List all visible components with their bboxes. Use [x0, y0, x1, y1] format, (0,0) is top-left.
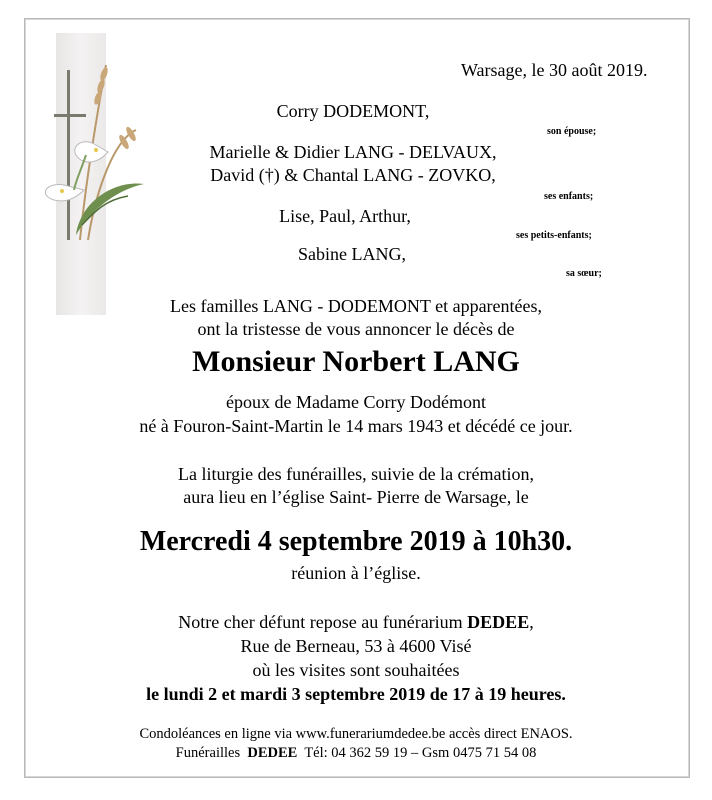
- condolences-line: Condoléances en ligne via www.funerariumdedee.be accès direct ENAOS.: [139, 726, 573, 742]
- contact-prefix: Funérailles: [175, 745, 248, 761]
- grandchildren-role: ses petits-enfants;: [516, 230, 592, 241]
- address-line: Rue de Berneau, 53 à 4600 Visé: [240, 636, 472, 656]
- rest-prefix: Notre cher défunt repose au funérarium: [178, 612, 468, 632]
- deceased-name: Monsieur Norbert LANG: [192, 345, 520, 378]
- funeral-datetime: Mercredi 4 septembre 2019 à 10h30.: [139, 526, 573, 557]
- grandchildren-line: Lise, Paul, Arthur,: [279, 206, 411, 226]
- visits-line: où les visites sont souhaitées: [252, 660, 460, 680]
- sister-role: sa sœur;: [566, 268, 602, 279]
- sister-line: Sabine LANG,: [298, 244, 406, 264]
- contact-name: DEDEE: [247, 745, 298, 761]
- announcement-line-1: Les familles LANG - DODEMONT et apparentées,: [169, 296, 543, 316]
- cross-lily-icon: [36, 60, 146, 260]
- funeral-home-name: DEDEE: [467, 612, 530, 632]
- place-date: Warsage, le 30 août 2019.: [461, 60, 648, 80]
- spouse-of-line: époux de Madame Corry Dodémont: [226, 392, 486, 412]
- contact-suffix: Tél: 04 362 59 19 – Gsm 0475 71 54 08: [297, 745, 537, 761]
- rest-line-1: [178, 612, 533, 633]
- meeting-line: réunion à l’église.: [291, 563, 421, 583]
- spouse-name: Corry DODEMONT,: [276, 101, 430, 121]
- birth-death-line: né à Fouron-Saint-Martin le 14 mars 1943 et décédé ce jour.: [139, 416, 573, 436]
- spouse-role: son épouse;: [547, 126, 597, 137]
- children-line-2: David (†) & Chantal LANG - ZOVKO,: [210, 165, 496, 185]
- liturgy-line-1: La liturgie des funérailles, suivie de la crémation,: [177, 464, 535, 484]
- announcement-line-2: ont la tristesse de vous annoncer le décès de: [197, 319, 515, 339]
- children-role: ses enfants;: [544, 191, 594, 202]
- liturgy-line-2: aura lieu en l’église Saint- Pierre de Warsage, le: [183, 487, 529, 507]
- visit-dates-line: le lundi 2 et mardi 3 septembre 2019 de 17 à 19 heures.: [146, 684, 566, 704]
- children-line-1: Marielle & Didier LANG - DELVAUX,: [209, 142, 497, 162]
- rest-suffix: ,: [529, 612, 534, 632]
- contact-line: [176, 745, 537, 762]
